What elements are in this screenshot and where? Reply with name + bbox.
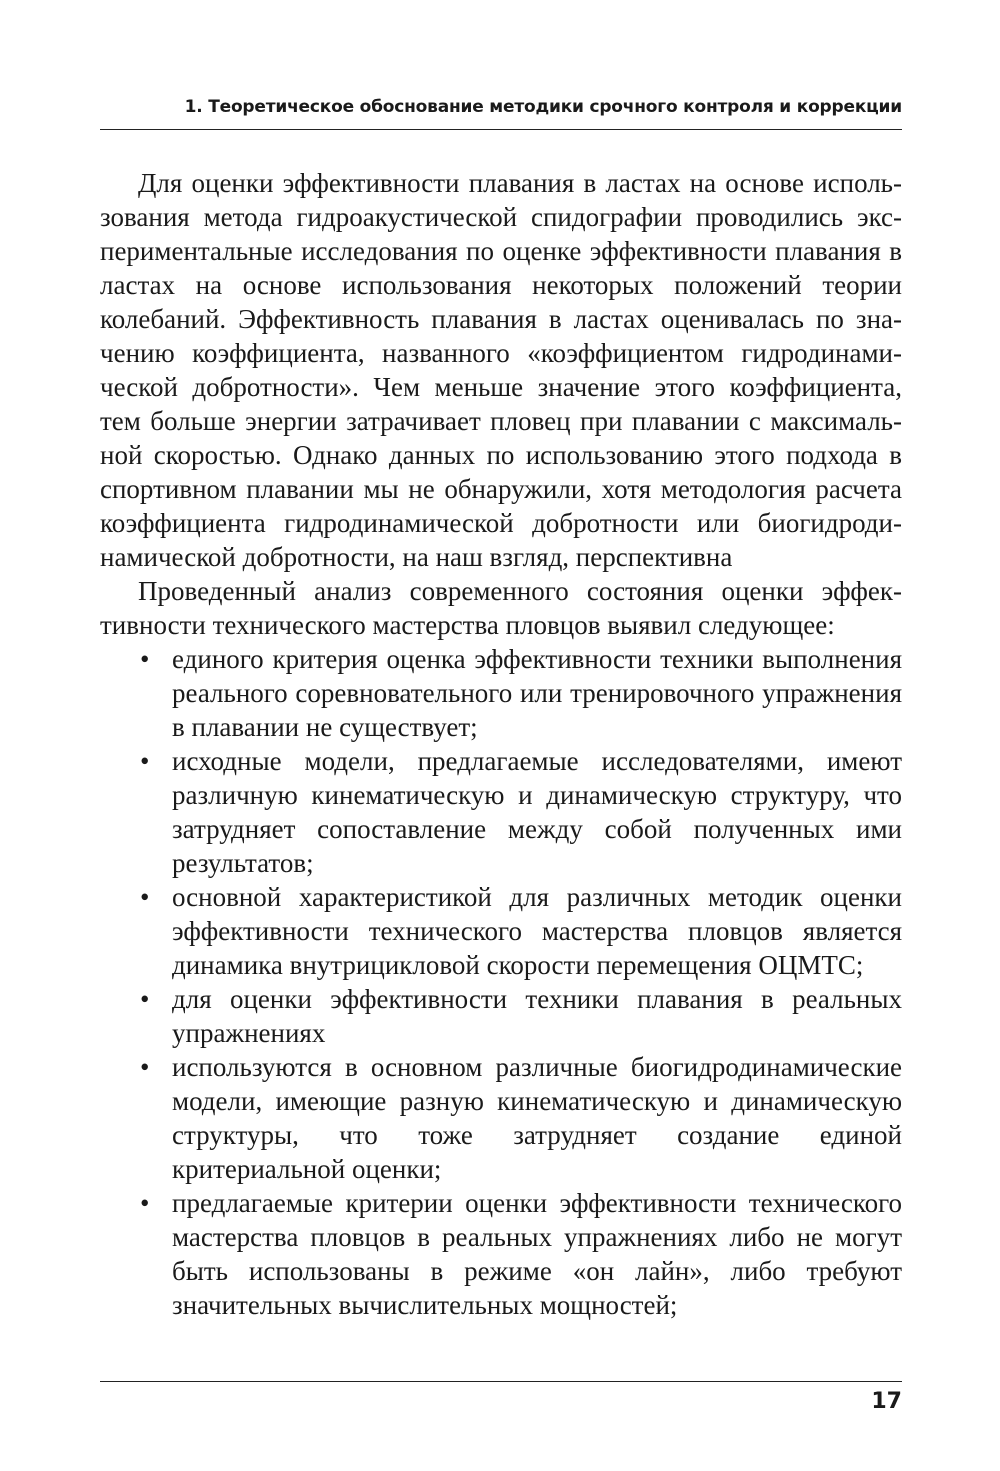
list-item [140, 1186, 902, 1322]
bullet-icon: • [140, 746, 150, 776]
running-head-title: 1. Теоретическое обоснование методики срочного контроля и коррекции [184, 97, 902, 117]
list-item-text: для оценки эффективности техники плавания в реальных упражнениях [172, 984, 902, 1048]
list-item-text: единого критерия оценка эффективности техники выполнения реального соревновательного или тренировочного упражнения в плавании не существует; [172, 644, 902, 742]
footer-rule [100, 1381, 902, 1382]
list-item [140, 642, 902, 744]
bullet-icon: • [140, 882, 150, 912]
list-item-text: исходные модели, предлагаемые исследователями, имеют различную кинематическую и динамическую структуру, что затрудняет сопоставление между собой полученных ими результатов; [172, 746, 902, 878]
list-item-text: используются в основном различные биогидродинамические модели, имеющие разную кинематическую и динамическую структуры, что тоже затрудняет создание единой критериальной оценки; [172, 1052, 902, 1184]
list-item [140, 982, 902, 1050]
list-item [140, 744, 902, 880]
bullet-icon: • [140, 1052, 150, 1082]
page-body [100, 166, 902, 1322]
paragraph-2: Проведенный анализ современного состояния оценки эффективности технического мастерства пловцов выявил следующее: [100, 576, 902, 640]
bullet-icon: • [140, 1188, 150, 1218]
bullet-icon: • [140, 644, 150, 674]
list-item [140, 880, 902, 982]
header-rule [100, 129, 902, 130]
findings-list [100, 642, 902, 1322]
paragraph-1: Для оценки эффективности плавания в ластах на основе использования метода гидроакустической спидографии проводились экспериментальные исследования по оценке эффективности плавания в ластах на основе использования некоторых положений теории колебаний. Эффективность плавания в ластах оценивалась по значению коэффициента, названного «коэффициентом гидродинамической добротности». Чем меньше значение этого коэффициента, тем больше энергии затрачивает пловец при плавании с максимальной скоростью. Однако данных по использованию этого подхода в спортивном плавании мы не обнаружили, хотя методология расчета коэффициента гидродинамической добротности или биогидродинамической добротности, на наш взгляд, перспективна [100, 168, 902, 572]
list-item [140, 1050, 902, 1186]
list-item-text: предлагаемые критерии оценки эффективности технического мастерства пловцов в реальных упражнениях либо не могут быть использованы в режиме «он лайн», либо требуют значительных вычислительных мощностей; [172, 1188, 902, 1320]
list-item-text: основной характеристикой для различных методик оценки эффективности технического мастерства пловцов является динамика внутрицикловой скорости перемещения ОЦМТС; [172, 882, 902, 980]
page-number: 17 [871, 1389, 902, 1414]
bullet-icon: • [140, 984, 150, 1014]
